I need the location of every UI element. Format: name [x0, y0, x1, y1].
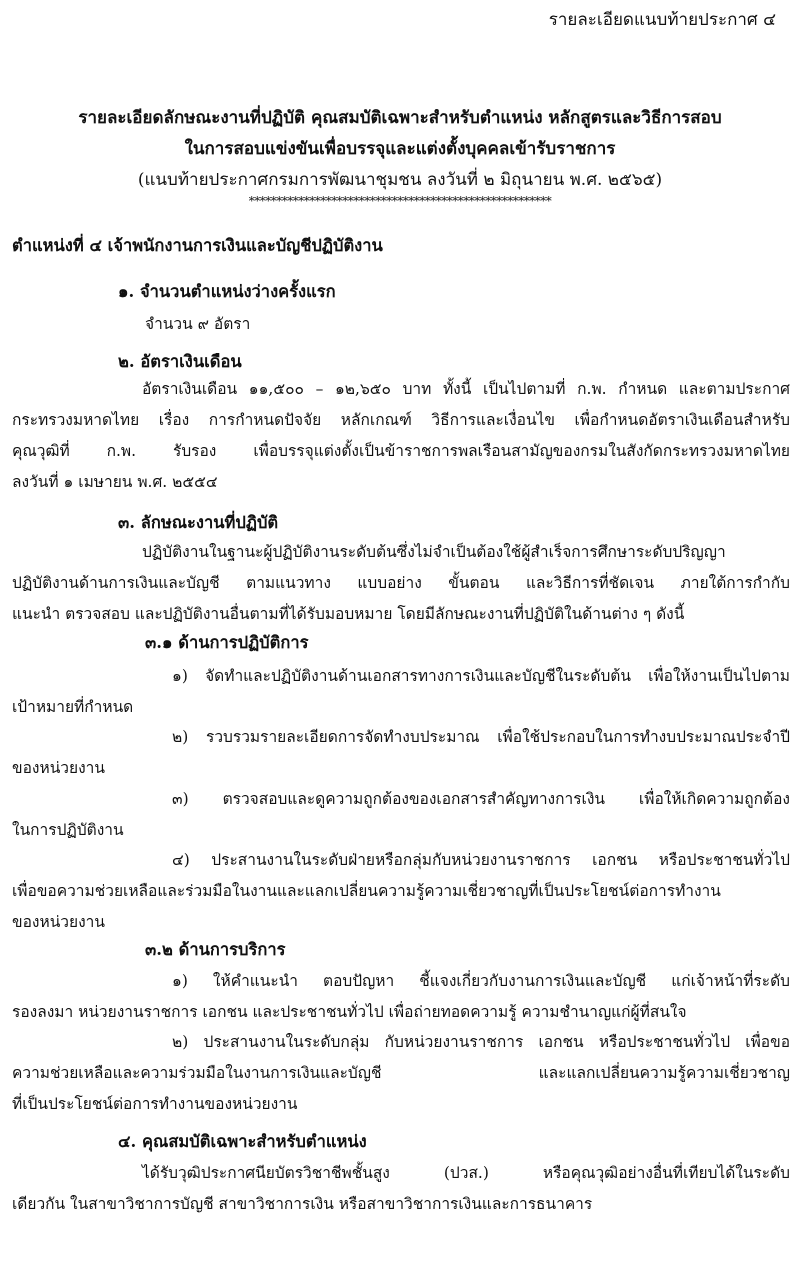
paragraph-line: ที่เป็นประโยชน์ต่อการทำงานของหน่วยงาน	[12, 1095, 298, 1113]
paragraph-line: แนะนำ ตรวจสอบ และปฏิบัติงานอื่นตามที่ได้รับมอบหมาย โดยมีลักษณะงานที่ปฏิบัติในด้านต่าง ๆ ดังนี้	[12, 605, 685, 623]
paragraph-line: เดียวกัน ในสาขาวิชาการบัญชี สาขาวิชาการเงิน หรือสาขาวิชาการเงินและการธนาคาร	[12, 1195, 593, 1213]
item-3-1-4	[12, 845, 790, 938]
section-4-paragraph	[12, 1158, 790, 1220]
item-3-1-3	[12, 784, 790, 846]
section-4-heading: ๔. คุณสมบัติเฉพาะสำหรับตำแหน่ง	[118, 1132, 367, 1151]
paragraph-line: ๔) ประสานงานในระดับฝ่ายหรือกลุ่มกับหน่วยงานราชการ เอกชน หรือประชาชนทั่วไป	[172, 851, 790, 869]
subsection-3-1-heading: ๓.๑ ด้านการปฏิบัติการ	[145, 633, 309, 652]
section-1-heading: ๑. จำนวนตำแหน่งว่างครั้งแรก	[118, 282, 336, 301]
item-3-2-2	[12, 1027, 790, 1120]
paragraph-line: ๒) รวบรวมรายละเอียดการจัดทำงบประมาณ เพื่อใช้ประกอบในการทำงบประมาณประจำปี	[172, 728, 790, 746]
section-1-body: จำนวน ๙ อัตรา	[145, 315, 251, 333]
paragraph-line: ปฏิบัติงานในฐานะผู้ปฏิบัติงานระดับต้นซึ่งไม่จำเป็นต้องใช้ผู้สำเร็จการศึกษาระดับปริญญา	[142, 543, 726, 561]
paragraph-line: ความช่วยเหลือและความร่วมมือในงานการเงินและบัญชี และแลกเปลี่ยนความรู้ความเชี่ยวชาญ	[12, 1064, 790, 1082]
paragraph-line: ๓) ตรวจสอบและดูความถูกต้องของเอกสารสำคัญทางการเงิน เพื่อให้เกิดความถูกต้อง	[172, 790, 790, 808]
document-title-line-1: รายละเอียดลักษณะงานที่ปฏิบัติ คุณสมบัติเฉพาะสำหรับตำแหน่ง หลักสูตรและวิธีการสอบ	[78, 108, 722, 128]
paragraph-line: ๑) ให้คำแนะนำ ตอบปัญหา ชี้แจงเกี่ยวกับงานการเงินและบัญชี แก่เจ้าหน้าที่ระดับ	[172, 972, 790, 990]
paragraph-line: อัตราเงินเดือน ๑๑,๕๐๐ – ๑๒,๖๕๐ บาท ทั้งนี้ เป็นไปตามที่ ก.พ. กำหนด และตามประกาศ	[142, 380, 790, 398]
item-3-1-1	[12, 661, 790, 723]
paragraph-line: กระทรวงมหาดไทย เรื่อง การกำหนดปัจจัย หลักเกณฑ์ วิธีการและเงื่อนไข เพื่อกำหนดอัตราเงินเดือนสำหรับ	[12, 411, 790, 429]
paragraph-line: ลงวันที่ ๑ เมษายน พ.ศ. ๒๕๕๔	[12, 473, 218, 491]
paragraph-line: ได้รับวุฒิประกาศนียบัตรวิชาชีพชั้นสูง (ปวส.) หรือคุณวุฒิอย่างอื่นที่เทียบได้ในระดับ	[142, 1164, 790, 1182]
position-heading: ตำแหน่งที่ ๔ เจ้าพนักงานการเงินและบัญชีปฏิบัติงาน	[12, 236, 383, 255]
document-title-line-3: (แนบท้ายประกาศกรมการพัฒนาชุมชน ลงวันที่ ๒ มิถุนายน พ.ศ. ๒๕๖๕)	[137, 170, 663, 190]
paragraph-line: ๑) จัดทำและปฏิบัติงานด้านเอกสารทางการเงินและบัญชีในระดับต้น เพื่อให้งานเป็นไปตาม	[172, 667, 790, 685]
subsection-3-2-heading: ๓.๒ ด้านการบริการ	[145, 940, 286, 959]
section-2-heading: ๒. อัตราเงินเดือน	[118, 352, 242, 371]
paragraph-line: คุณวุฒิที่ ก.พ. รับรอง เพื่อบรรจุแต่งตั้งเป็นข้าราชการพลเรือนสามัญของกรมในสังกัดกระทรวงมหาดไทย	[12, 442, 790, 460]
attachment-note: รายละเอียดแนบท้ายประกาศ ๔	[548, 10, 776, 30]
star-divider: *******************************************************	[248, 194, 552, 208]
section-3-heading: ๓. ลักษณะงานที่ปฏิบัติ	[118, 513, 279, 532]
item-3-1-2	[12, 722, 790, 784]
paragraph-line: ในการปฏิบัติงาน	[12, 821, 124, 839]
paragraph-line: เป้าหมายที่กำหนด	[12, 698, 134, 716]
section-2-paragraph	[12, 374, 790, 498]
item-3-2-1	[12, 966, 790, 1028]
paragraph-line: ปฏิบัติงานด้านการเงินและบัญชี ตามแนวทาง แบบอย่าง ขั้นตอน และวิธีการที่ชัดเจน ภายใต้การกำกับ	[12, 574, 790, 592]
section-3-paragraph	[12, 537, 790, 630]
paragraph-line: ของหน่วยงาน	[12, 913, 105, 931]
paragraph-line: ๒) ประสานงานในระดับกลุ่ม กับหน่วยงานราชการ เอกชน หรือประชาชนทั่วไป เพื่อขอ	[172, 1033, 790, 1051]
document-title-line-2: ในการสอบแข่งขันเพื่อบรรจุและแต่งตั้งบุคคลเข้ารับราชการ	[184, 139, 616, 159]
paragraph-line: ของหน่วยงาน	[12, 759, 105, 777]
paragraph-line: รองลงมา หน่วยงานราชการ เอกชน และประชาชนทั่วไป เพื่อถ่ายทอดความรู้ ความชำนาญแก่ผู้ที่สนใจ	[12, 1003, 687, 1021]
paragraph-line: เพื่อขอความช่วยเหลือและร่วมมือในงานและแลกเปลี่ยนความรู้ความเชี่ยวชาญที่เป็นประโยชน์ต่อการทำงาน	[12, 882, 721, 900]
